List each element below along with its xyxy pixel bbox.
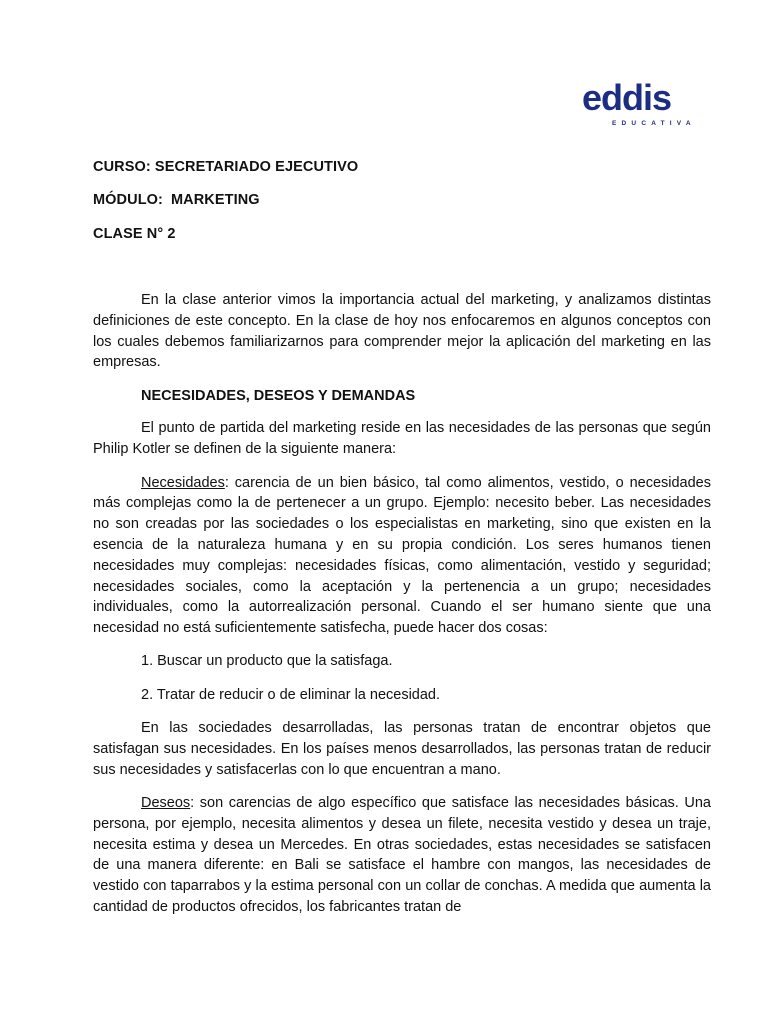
module-title <box>93 192 260 208</box>
class-number: CLASE N° 2 <box>93 226 176 242</box>
deseos-definition: : son carencias de algo específico que satisface las necesidades básicas. Una persona, por ejemplo, necesita alimentos y desea un filete, necesita vestido y desea un traje, necesita estima y desea un Mercedes. En otras sociedades, estas necesidades se satisfacen de una manera diferente: en Bali se satisface el hambre con mangos, las necesidades de vestido con taparrabos y la estima personal con un collar de conchas. A medida que aumenta la cantidad de productos ofrecidos, los fabricantes tratan de <box>93 794 711 915</box>
eddis-logo <box>580 78 702 130</box>
module-label: MÓDULO: <box>93 192 163 208</box>
necesidades-paragraph <box>93 473 711 639</box>
necesidades-term: Necesidades <box>141 474 225 491</box>
deseos-paragraph <box>93 793 711 915</box>
logo-brand-text: eddis <box>582 77 672 118</box>
kotler-paragraph: El punto de partida del marketing reside en las necesidades de las personas que según Philip Kotler se definen de la siguiente manera: <box>93 420 711 458</box>
eddis-logo-graphic <box>580 78 702 130</box>
list-item-2: 2. Tratar de reducir o de eliminar la necesidad. <box>141 686 441 703</box>
deseos-term: Deseos <box>141 794 191 811</box>
course-title: CURSO: SECRETARIADO EJECUTIVO <box>93 159 359 175</box>
module-value: MARKETING <box>170 192 260 208</box>
sociedades-paragraph: En las sociedades desarrolladas, las personas tratan de encontrar objetos que satisfagan sus necesidades. En los países menos desarrollados, las personas tratan de reducir sus necesidades y satisfacerlas con lo que encuentran a mano. <box>93 720 711 778</box>
intro-paragraph: En la clase anterior vimos la importancia actual del marketing, y analizamos distintas definiciones de este concepto. En la clase de hoy nos enfocaremos en algunos conceptos con los cuales debemos familiarizarnos para comprender mejor la aplicación del marketing en las empresas. <box>93 292 711 371</box>
document-body <box>93 290 711 915</box>
logo-tagline-text: EDUCATIVA <box>612 120 696 127</box>
necesidades-definition: : carencia de un bien básico, tal como alimentos, vestido, o necesidades más complejas como la de pertenecer a un grupo. Ejemplo: necesito beber. Las necesidades no son creadas por las sociedades o los especialistas en marketing, sino que existen en la esencia de la naturaleza humana y en su propia condición. Los seres humanos tienen necesidades muy complejas: necesidades físicas, como alimentación, vestido y seguridad; necesidades sociales, como la aceptación y la pertenencia a un grupo; necesidades individuales, como la autorrealización personal. Cuando el ser humano siente que una necesidad no está suficientemente satisfecha, puede hacer dos cosas: <box>93 474 711 637</box>
section-title: NECESIDADES, DESEOS Y DEMANDAS <box>141 387 416 404</box>
list-item-1: 1. Buscar un producto que la satisfaga. <box>141 653 393 670</box>
